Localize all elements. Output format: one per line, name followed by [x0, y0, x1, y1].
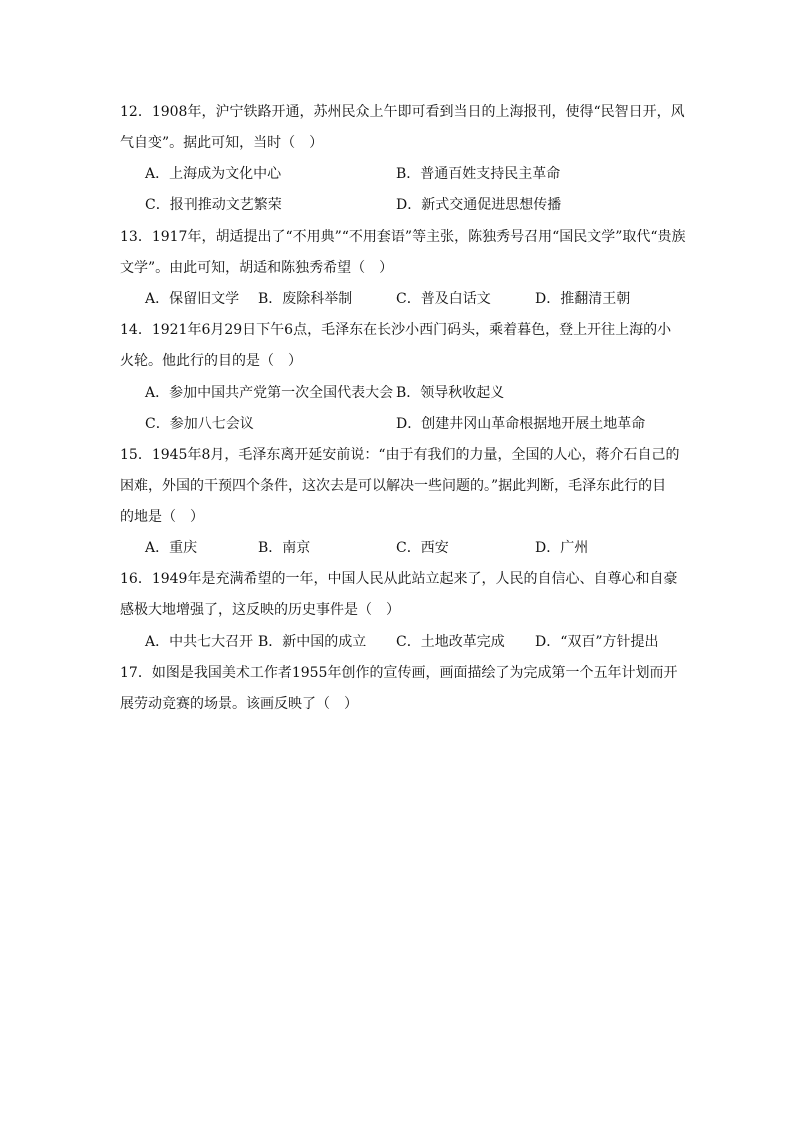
question-12-option-a: A．上海成为文化中心 — [145, 166, 282, 182]
question-14-line-2: 火轮。他此行的目的是（ ） — [120, 353, 302, 369]
question-16-options-row-1 — [145, 632, 685, 652]
question-14-options-row-1 — [145, 383, 685, 403]
question-15-line-3: 的地是（ ） — [120, 509, 204, 525]
question-14-option-b: B．领导秋收起义 — [396, 385, 505, 401]
question-12-line-2: 气自变”。据此可知，当时（ ） — [120, 135, 324, 151]
question-17-line-2: 展劳动竞赛的场景。该画反映了（ ） — [120, 696, 358, 712]
question-13-option-c: C．普及白话文 — [396, 291, 491, 307]
question-16-line-1: 16．1949年是充满希望的一年，中国人民从此站立起来了，人民的自信心、自尊心和自豪 — [120, 571, 678, 587]
question-14-options-row-2 — [145, 414, 685, 434]
question-13-options-row-1 — [145, 289, 685, 309]
question-15-option-a: A．重庆 — [145, 540, 198, 556]
question-15-line-1: 15．1945年8月，毛泽东离开延安前说：“由于有我们的力量，全国的人心，蒋介石自己的 — [120, 447, 680, 463]
question-13-line-2: 文学”。由此可知，胡适和陈独秀希望（ ） — [120, 260, 394, 276]
question-16-option-c: C．土地改革完成 — [396, 634, 505, 650]
question-13-line-1: 13．1917年，胡适提出了“不用典”“不用套语”等主张，陈独秀号召用“国民文学”取代“贵族 — [120, 229, 686, 245]
question-14-option-d: D．创建井冈山革命根据地开展土地革命 — [396, 416, 646, 432]
question-15-option-d: D．广州 — [535, 540, 589, 556]
question-12-options-row-1 — [145, 164, 685, 184]
question-12-option-b: B．普通百姓支持民主革命 — [396, 166, 561, 182]
question-14-line-1: 14．1921年6月29日下午6点，毛泽东在长沙小西门码头，乘着暮色，登上开往上海的小 — [120, 322, 672, 338]
question-16-line-2: 感极大地增强了，这反映的历史事件是（ ） — [120, 602, 400, 618]
question-12-options-row-2 — [145, 195, 685, 215]
question-16-option-a: A．中共七大召开 — [145, 634, 254, 650]
question-15-options-row-1 — [145, 538, 685, 558]
question-13-option-d: D．推翻清王朝 — [535, 291, 631, 307]
question-14-option-c: C．参加八七会议 — [145, 416, 254, 432]
question-15-option-b: B．南京 — [258, 540, 311, 556]
question-13-option-b: B．废除科举制 — [258, 291, 353, 307]
question-13-option-a: A．保留旧文学 — [145, 291, 240, 307]
question-12-option-d: D．新式交通促进思想传播 — [396, 197, 562, 213]
question-16-option-d: D．“双百”方针提出 — [535, 634, 659, 650]
question-15-line-2: 困难，外国的干预四个条件，这次去是可以解决一些问题的。”据此判断，毛泽东此行的目 — [120, 478, 667, 494]
question-12-option-c: C．报刊推动文艺繁荣 — [145, 197, 282, 213]
question-15-option-c: C．西安 — [396, 540, 449, 556]
question-17-line-1: 17．如图是我国美术工作者1955年创作的宣传画，画面描绘了为完成第一个五年计划而开 — [120, 665, 678, 681]
question-16-option-b: B．新中国的成立 — [258, 634, 367, 650]
question-12-line-1: 12．1908年，沪宁铁路开通，苏州民众上午即可看到当日的上海报刊，使得“民智日开，风 — [120, 104, 685, 120]
question-14-option-a: A．参加中国共产党第一次全国代表大会 — [145, 385, 394, 401]
